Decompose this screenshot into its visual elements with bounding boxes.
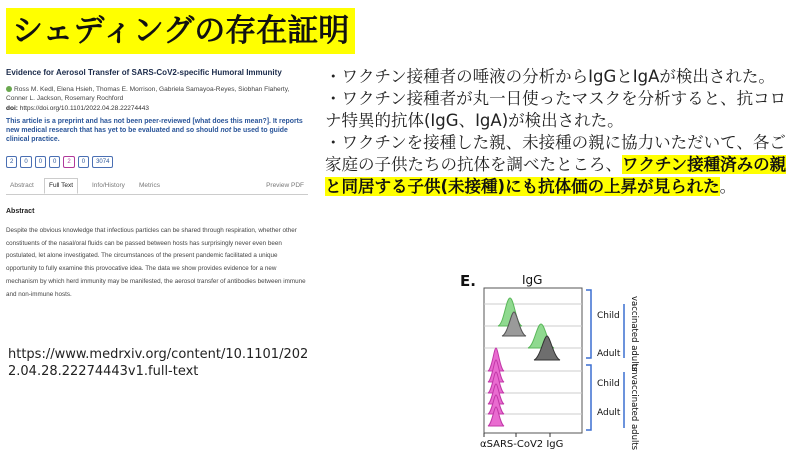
doi-link[interactable]: https://doi.org/10.1101/2022.04.28.22274443 [19,105,150,112]
paper-screenshot [6,64,314,322]
warning-not: not [220,127,232,134]
unvaccinated-bracket [586,365,591,430]
author-list: Ross M. Kedl, Elena Hsieh, Thomas E. Morrison, Gabriela Samayoa-Reyes, Siobhan Flaherty, Conner L. Jackson, Rosemary Rochford [6,86,290,102]
metric-badges [6,156,113,168]
slide-title: シェディングの存在証明 [6,8,355,54]
bullet-list [325,66,795,198]
tab-abstract[interactable]: Abstract [10,182,34,189]
column-label: IgG [522,273,543,287]
preprint-warning [6,117,308,144]
row-label-adult: Adult [597,408,621,418]
tab-metrics[interactable]: Metrics [139,182,160,189]
doi-label: doi: [6,105,18,112]
row-label-child: Child [597,379,620,389]
row-label-adult: Adult [597,349,621,359]
paper-tabs [6,176,308,195]
group-label-vaccinated: vaccinated adults [629,296,639,372]
warning-text-a: This article is a preprint and has not been peer-reviewed [what does this mean?]. It reports new medical research that has yet to be evaluated and so should [6,118,303,134]
bullet-3-plain: ・ワクチンを接種した親、未接種の親に協力いただいて、各ご家庭の子供たちの抗体を調べたところ、 [325,133,786,174]
bullet-3-highlight: ワクチン接種済みの親と同居する子供(未接種)にも抗体価の上昇が見られた [325,155,787,196]
open-access-icon [6,86,12,92]
source-url[interactable]: https://www.medrxiv.org/content/10.1101/2022.04.28.22274443v1.full-text [8,347,309,379]
link-badge[interactable]: 0 [49,156,60,168]
igg-histogram-figure [460,268,660,450]
paper-doi [6,105,149,112]
paper-authors [6,85,306,103]
x-axis-label: αSARS-CoV2 IgG [480,439,564,450]
vaccinated-bracket [586,290,591,358]
histogram-svg [460,268,660,450]
row-label-child: Child [597,311,620,321]
bullet-2: ・ワクチン接種者が丸一日使ったマスクを分析すると、抗コロナ特異的抗体(IgG、IgA)が検出された。 [325,89,787,130]
panel-label: E. [460,272,476,290]
tab-full-text[interactable]: Full Text [44,178,78,194]
bullet-3-end: 。 [719,177,737,196]
paper-title[interactable]: Evidence for Aerosol Transfer of SARS-CoV2-specific Humoral Immunity [6,68,282,77]
tab-preview-pdf[interactable]: Preview PDF [266,182,304,189]
pdf-badge[interactable]: 0 [78,156,89,168]
tab-info-history[interactable]: Info/History [92,182,125,189]
twitter-badge[interactable]: 3074 [92,156,113,168]
bullet-1: ・ワクチン接種者の唾液の分析からIgGとIgAが検出された。 [325,67,775,86]
warning-text-b: be used to guide clinical practice. [6,127,288,143]
tweet-badge[interactable]: 0 [20,156,31,168]
comment-badge[interactable]: 2 [6,156,17,168]
group-label-unvaccinated: unvaccinated adults [629,364,639,450]
abstract-text: Despite the obvious knowledge that infectious particles can be shared through respiration, whether other constituents of the nasal/oral fluids can be passed between hosts has surprisingly never even been postulated, let alone investigated. The circumstances of the present pandemic facilitated a unique opportunity to fully examine this provocative idea. The data we show provides evidence for a new mechanism by which herd immunity may be manifested, the aerosol transfer of antibodies between immune and non-immune hosts. [6,227,306,298]
bullet-3 [325,132,795,198]
share-badge[interactable]: 0 [35,156,46,168]
abstract-heading: Abstract [6,208,35,215]
altmetric-badge[interactable]: 2 [63,156,74,168]
